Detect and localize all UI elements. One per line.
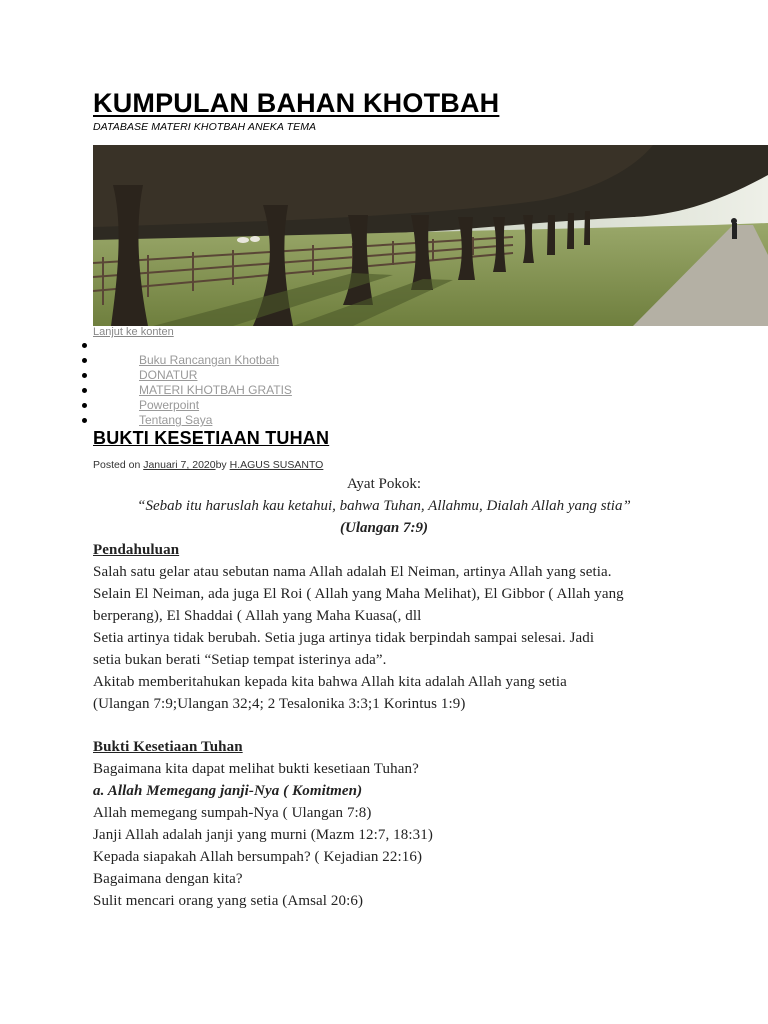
section-heading: Bukti Kesetiaan Tuhan — [93, 739, 243, 755]
intro-line: Setia artinya tidak berubah. Setia juga artinya tidak berpindah sampai selesai. Jadi — [93, 630, 595, 646]
intro-heading: Pendahuluan — [93, 542, 180, 558]
menu-bullet — [82, 343, 87, 348]
menu-bullet — [82, 358, 87, 363]
author-link[interactable]: H.AGUS SUSANTO — [229, 459, 324, 471]
menu-bullet — [82, 388, 87, 393]
intro-line: Selain El Neiman, ada juga El Roi ( Allah yang Maha Melihat), El Gibbor ( Allah yang — [93, 586, 624, 602]
point-a-heading: a. Allah Memegang janji-Nya ( Komitmen) — [93, 783, 363, 799]
point-a-line: Allah memegang sumpah-Nya ( Ulangan 7:8) — [93, 805, 372, 821]
header-image — [93, 145, 768, 326]
menu-item-buku-rancangan-khotbah[interactable]: Buku Rancangan Khotbah — [139, 353, 280, 367]
posted-on-label: Posted on — [93, 459, 144, 471]
intro-line: Akitab memberitahukan kepada kita bahwa Allah kita adalah Allah yang setia — [93, 674, 567, 690]
intro-line: Salah satu gelar atau sebutan nama Allah adalah El Neiman, artinya Allah yang setia. — [93, 564, 612, 580]
section-intro: Bagaimana kita dapat melihat bukti kesetiaan Tuhan? — [93, 761, 419, 777]
intro-line: (Ulangan 7:9;Ulangan 32;4; 2 Tesalonika 3:3;1 Korintus 1:9) — [93, 696, 466, 712]
skip-to-content-link[interactable]: Lanjut ke konten — [93, 326, 174, 338]
ayat-reference: (Ulangan 7:9) — [340, 520, 428, 536]
ayat-quote: “Sebab itu haruslah kau ketahui, bahwa Tuhan, Allahmu, Dialah Allah yang stia” — [137, 498, 631, 514]
point-a-line: Sulit mencari orang yang setia (Amsal 20:6) — [93, 893, 364, 909]
point-a-line: Bagaimana dengan kita? — [93, 871, 243, 887]
point-a-line: Kepada siapakah Allah bersumpah? ( Kejadian 22:16) — [93, 849, 423, 865]
menu-item-tentang-saya[interactable]: Tentang Saya — [139, 413, 213, 427]
site-description: DATABASE MATERI KHOTBAH ANEKA TEMA — [93, 121, 317, 133]
menu-bullet — [82, 403, 87, 408]
menu-item-materi-khotbah-gratis[interactable]: MATERI KHOTBAH GRATIS — [139, 383, 292, 397]
intro-line: berperang), El Shaddai ( Allah yang Maha Kuasa(, dll — [93, 608, 422, 624]
site-title[interactable]: KUMPULAN BAHAN KHOTBAH — [93, 88, 500, 118]
menu-bullet — [82, 373, 87, 378]
point-a-line: Janji Allah adalah janji yang murni (Mazm 12:7, 18:31) — [93, 827, 433, 843]
intro-line: setia bukan berati “Setiap tempat isterinya ada”. — [93, 652, 387, 668]
menu-item-donatur[interactable]: DONATUR — [139, 368, 198, 382]
menu-bullet — [82, 418, 87, 423]
post-title[interactable]: BUKTI KESETIAAN TUHAN — [93, 428, 330, 448]
menu-item-powerpoint[interactable]: Powerpoint — [139, 398, 200, 412]
ayat-label: Ayat Pokok: — [346, 476, 422, 492]
post-date-link[interactable]: Januari 7, 2020 — [143, 459, 216, 471]
by-label: by — [215, 459, 230, 471]
post-meta — [93, 459, 323, 471]
